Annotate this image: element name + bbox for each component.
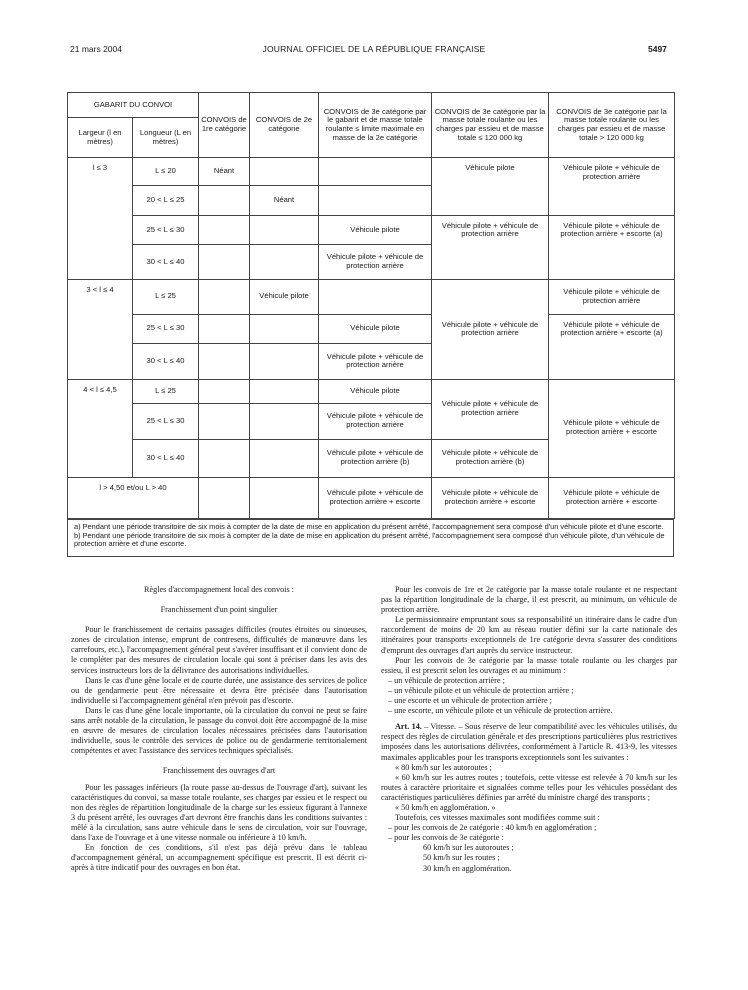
length-cell: 25 < L ≤ 30: [133, 215, 199, 244]
table-cell: Véhicule pilote + véhicule de protection arrière: [549, 279, 675, 314]
header-cat3b: CONVOIS de 3e catégorie par la masse totale roulante ou les charges par essieu et de masse totale ≤ 120 000 kg: [432, 93, 549, 158]
table-cell: [319, 279, 432, 314]
width-group-2: 3 < l ≤ 4: [68, 279, 133, 379]
paragraph: Pour les passages inférieurs (la route passe au-dessus de l'ouvrage d'art), suivant les caractéristiques du convoi, sa masse totale roulante, ses charges par essieu et le respect ou non des règles de répartition longitudinale de la charge sur les essieux figurant à l'annexe 3 du présent arrêté, les ouvrages d'art devront être franchis dans les conditions suivantes : mêlé à la circulation, sans autre véhicule dans le sens de circulation, voir sur l'ouvrage, dans l'axe de l'ouvrage et à une vitesse normale ou inférieure à 10 km/h.: [71, 782, 367, 842]
table-cell: Véhicule pilote + véhicule de protection arrière: [319, 343, 432, 379]
list-item: 30 km/h en agglomération.: [423, 863, 512, 873]
table-cell: [199, 215, 250, 244]
list-item: – un véhicule pilote et un véhicule de protection arrière ;: [388, 685, 574, 695]
paragraph: Dans le cas d'une gêne locale et de courte durée, une assistance des services de police ou de gendarmerie peut être nécessaire et devra être précisée dans l'autorisation individuelle si l'accompagnement général n'en prévoit pas d'escorte.: [71, 675, 367, 705]
page-number: 5497: [648, 44, 667, 54]
paragraph: « 60 km/h sur les autres routes ; toutefois, cette vitesse est relevée à 70 km/h sur les routes à caractère prioritaire et signalées comme telles pour les véhicules possédant des caractéristiques particulières définies par arrêté du ministre chargé des transports ;: [381, 772, 677, 802]
table-cell: Véhicule pilote + véhicule de protection arrière + escorte: [432, 477, 549, 518]
table-cell: Véhicule pilote + véhicule de protection arrière: [319, 403, 432, 439]
table-cell: [250, 477, 319, 518]
paragraph: Pour les convois de 3e catégorie par la masse totale roulante ou les charges par essieu, il est prescrit selon les ouvrages et au minimum :: [381, 655, 677, 675]
table-cell: [250, 403, 319, 439]
list-item: – une escorte, un véhicule pilote et un véhicule de protection arrière.: [388, 706, 613, 716]
list-item: 60 km/h sur les autoroutes ;: [423, 843, 514, 853]
list-item: 50 km/h sur les routes ;: [423, 853, 500, 863]
table-cell: Néant: [199, 158, 250, 186]
article-text: – Vitesse. – Sous réserve de leur compatibilité avec les véhicules utilisés, du respect des règles de circulation générale et des prescriptions particulières plus restrictives imposées dans les autorisations délivrées, conformément à l'article R. 413-9, les vitesses maximales applicables pour les transports exceptionnels sont les suivantes :: [381, 722, 678, 762]
length-cell: 25 < L ≤ 30: [133, 314, 199, 343]
paragraph: Toutefois, ces vitesses maximales sont modifiées comme suit :: [395, 813, 600, 823]
length-cell: 30 < L ≤ 40: [133, 439, 199, 477]
table-cell: [250, 314, 319, 343]
table-cell: [250, 215, 319, 244]
table-cell: Véhicule pilote + véhicule de protection arrière: [432, 215, 549, 279]
table-cell: Véhicule pilote + véhicule de protection arrière + escorte: [549, 379, 675, 477]
list-item: – pour les convois de 2e catégorie : 40 km/h en agglomération ;: [388, 823, 597, 833]
footnote-a: a) Pendant une période transitoire de six mois à compter de la date de mise en application du présent arrêté, l'accompagnement sera composé d'un véhicule pilote et d'une escorte.: [74, 522, 664, 531]
table-cell: [250, 245, 319, 280]
table-cell: [199, 186, 250, 215]
header-cat2: CONVOIS de 2e catégorie: [250, 93, 319, 158]
table-cell: [250, 379, 319, 403]
table-cell: [199, 477, 250, 518]
header-largeur: Largeur (l en mètres): [68, 117, 133, 157]
length-cell: L ≤ 25: [133, 279, 199, 314]
table-footnotes: [67, 519, 674, 557]
section-heading: Franchissement d'un point singulier: [160, 605, 278, 615]
journal-title: JOURNAL OFFICIEL DE LA RÉPUBLIQUE FRANÇAISE: [262, 44, 486, 54]
length-cell: L ≤ 25: [133, 379, 199, 403]
table-cell: Véhicule pilote + véhicule de protection arrière + escorte: [549, 477, 675, 518]
header-longueur: Longueur (L en mètres): [133, 117, 199, 157]
table-cell: [199, 343, 250, 379]
table-cell: Véhicule pilote + véhicule de protection arrière (b): [432, 439, 549, 477]
length-cell: 20 < L ≤ 25: [133, 186, 199, 215]
header-cat3c: CONVOIS de 3e catégorie par la masse totale roulante ou les charges par essieu et de masse totale > 120 000 kg: [549, 93, 675, 158]
paragraph: En fonction de ces conditions, s'il n'est pas déjà prévu dans le tableau d'accompagnement général, un accompagnement spécifique est prescrit. Il est décrit ci-après à titre indicatif pour des ouvrages en bon état.: [71, 843, 367, 873]
table-cell: [199, 403, 250, 439]
left-column: [71, 585, 367, 873]
width-group-1: l ≤ 3: [68, 158, 133, 280]
table-cell: Néant: [250, 186, 319, 215]
table-cell: [199, 314, 250, 343]
section-heading: Règles d'accompagnement local des convois :: [144, 585, 294, 594]
header-date: 21 mars 2004: [70, 44, 122, 54]
table-cell: [199, 379, 250, 403]
paragraph: Pour les convois de 1re et 2e catégorie par la masse totale roulante et ne respectant pas la répartition longitudinale de la charge, il est prescrit, au minimum, un véhicule de protection arrière.: [381, 585, 677, 615]
table-cell: Véhicule pilote + véhicule de protection arrière: [432, 279, 549, 379]
table-cell: Véhicule pilote + véhicule de protection arrière: [432, 379, 549, 439]
table-cell: [250, 158, 319, 186]
header-cat1: CONVOIS de 1re catégorie: [199, 93, 250, 158]
length-cell: 30 < L ≤ 40: [133, 343, 199, 379]
right-column: [381, 585, 677, 874]
table-cell: Véhicule pilote + véhicule de protection arrière + escorte (a): [549, 314, 675, 379]
table-cell: Véhicule pilote: [432, 158, 549, 216]
width-group-3: 4 < l ≤ 4,5: [68, 379, 133, 477]
table-cell: [319, 186, 432, 215]
table-cell: [199, 279, 250, 314]
header-gabarit: GABARIT DU CONVOI: [68, 93, 199, 118]
length-cell: 30 < L ≤ 40: [133, 245, 199, 280]
table-cell: Véhicule pilote + véhicule de protection arrière + escorte (a): [549, 215, 675, 279]
table-cell: Véhicule pilote: [319, 215, 432, 244]
section-heading: Franchissement des ouvrages d'art: [162, 766, 276, 776]
width-group-4: l > 4,50 et/ou L > 40: [68, 477, 199, 518]
list-item: – une escorte et un véhicule de protection arrière ;: [388, 696, 552, 706]
table-cell: Véhicule pilote + véhicule de protection arrière + escorte: [319, 477, 432, 518]
paragraph: Pour le franchissement de certains passages difficiles (routes étroites ou sinueuses, zones de circulation intense, emprunt de contresens, difficultés de manœuvre dans les carrefours, etc.), l'accompagnement général peut s'avérer insuffisant et il convient donc de le compléter par des mesures de circulation locale qui sont à préciser dans les avis des services instructeurs lors de la délivrance des autorisations individuelles.: [71, 625, 367, 675]
table-cell: Véhicule pilote + véhicule de protection arrière: [319, 245, 432, 280]
list-item: – un véhicule de protection arrière ;: [388, 675, 505, 685]
paragraph: Dans le cas d'une gêne locale importante, où la circulation du convoi ne peut se faire sans arrêt notable de la circulation, le passage du convoi doit être accompagné de la mise en œuvre de mesures de circulation locales nécessaires précisées dans l'autorisation individuelle, sous le contrôle des services de police ou de gendarmerie territorialement compétentes et avec l'assistance des services techniques spécialisés.: [71, 705, 367, 756]
table-cell: Véhicule pilote: [319, 379, 432, 403]
article-14: [381, 722, 677, 762]
length-cell: L ≤ 20: [133, 158, 199, 186]
paragraph: Le permissionnaire empruntant sous sa responsabilité un itinéraire dans le cadre d'un raccordement de moins de 20 km au réseau routier défini sur la carte nationale des itinéraires pour transports exceptionnels de 1re catégorie devra s'assurer des conditions d'emprunt des ouvrages d'art auprès du service instructeur.: [381, 615, 677, 655]
article-label: Art. 14.: [395, 722, 422, 732]
table-cell: Véhicule pilote + véhicule de protection arrière: [549, 158, 675, 216]
paragraph: « 80 km/h sur les autoroutes ;: [395, 762, 492, 772]
table-cell: [319, 158, 432, 186]
header-cat3a: CONVOIS de 3e catégorie par le gabarit et de masse totale roulante ≤ limite maximale en masse de la 2e catégorie: [319, 93, 432, 158]
table-cell: [250, 439, 319, 477]
paragraph: « 50 km/h en agglomération. »: [395, 802, 496, 812]
table-cell: Véhicule pilote: [319, 314, 432, 343]
footnote-b: b) Pendant une période transitoire de six mois à compter de la date de mise en application du présent arrêté, l'accompagnement sera composé d'un véhicule pilote, d'un véhicule de protection arrière et d'une escorte.: [74, 530, 665, 549]
table-cell: Véhicule pilote: [250, 279, 319, 314]
table-cell: [250, 343, 319, 379]
convoy-escort-table: [67, 92, 675, 519]
length-cell: 25 < L ≤ 30: [133, 403, 199, 439]
table-cell: [199, 439, 250, 477]
table-cell: Véhicule pilote + véhicule de protection arrière (b): [319, 439, 432, 477]
table-cell: [199, 245, 250, 280]
list-item: – pour les convois de 3e catégorie :: [388, 833, 504, 843]
